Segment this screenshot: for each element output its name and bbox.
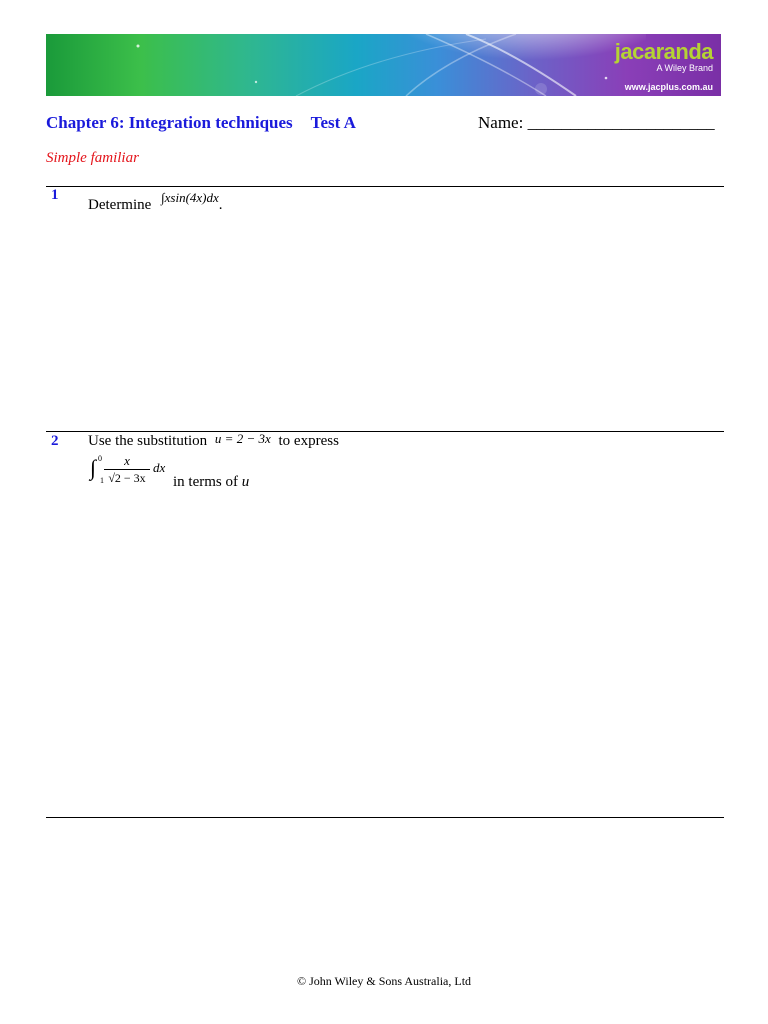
fraction-bar [104,469,150,470]
divider-rule [46,431,724,432]
divider-rule [46,186,724,187]
integral-sign: ∫ [90,455,97,480]
test-label: Test A [310,113,356,132]
question-prompt: Determine [88,197,152,213]
divider-rule [46,817,724,818]
copyright-footer: © John Wiley & Sons Australia, Ltd [296,974,472,988]
integrand-denominator: √2 − 3x [108,471,146,485]
integrand-numerator: x [124,453,130,468]
section-label: Simple familiar [46,150,139,166]
integral-dx: dx [153,460,166,475]
integrand-fraction [104,454,150,485]
variable-u: u [241,474,250,490]
definite-integral [90,454,170,494]
question-number: 2 [51,433,59,449]
question-prompt-continued: to express [278,433,339,449]
integral-upper-limit: 0 [98,454,102,463]
substitution-expression: u = 2 − 3x [214,431,271,446]
question-number: 1 [51,187,59,203]
publisher-banner [46,34,721,96]
question-end: . [218,197,223,213]
name-field[interactable]: Name: ______________________ [478,113,715,132]
logo-tagline: A Wiley Brand [656,63,713,73]
question-prompt: Use the substitution [88,433,208,449]
integral-lower-limit: 1 [100,476,104,485]
logo-wordmark: jacaranda [614,39,713,64]
question-text [88,190,223,214]
publisher-url[interactable]: www.jacplus.com.au [624,82,713,92]
jacaranda-logo[interactable] [615,40,713,93]
question-text [88,433,339,450]
question-tail: in terms of u [173,474,250,490]
integral-expression: ∫xsin(4x)dx [161,190,219,205]
chapter-title: Chapter 6: Integration techniques [46,113,293,132]
page-title [46,113,356,133]
